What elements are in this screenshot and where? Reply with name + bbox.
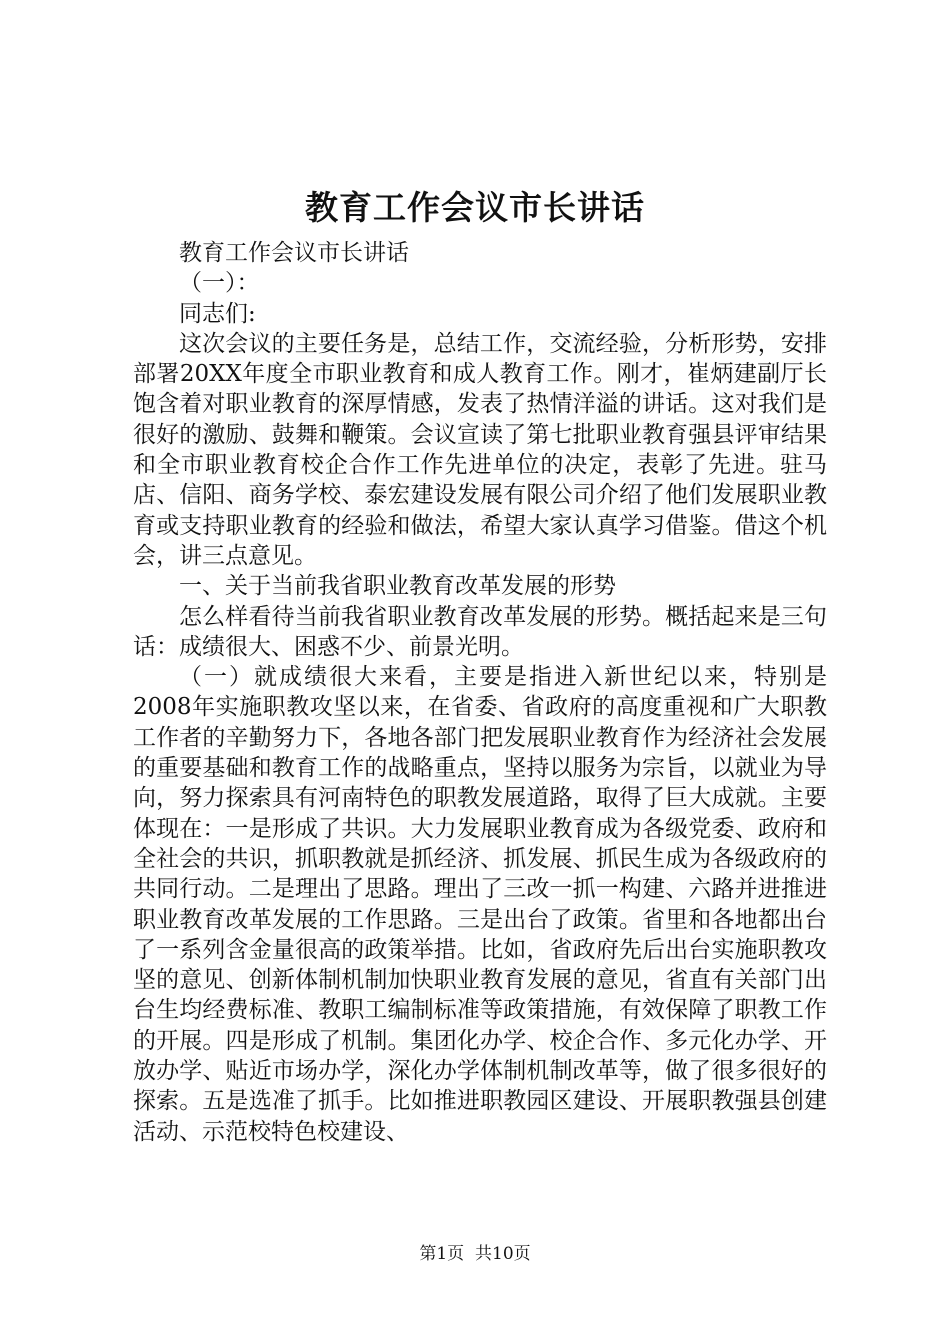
paragraph-section-marker: （一）： — [179, 270, 260, 297]
paragraph-intro: 这次会议的主要任务是，总结工作，交流经验，分析形势，安排部署20XX年度全市职业教育和成人教育工作。刚才，崔炳建副厅长饱含着对职业教育的深厚情感，发表了热情洋溢的讲话。这对我们是很好的激励、鼓舞和鞭策。会议宣读了第七批职业教育强县评审结果和全市职业教育校企合作工作先进单位的决定，表彰了先进。驻马店、信阳、商务学校、泰宏建设发展有限公司介绍了他们发展职业教育或支持职业教育的经验和做法，希望大家认真学习借鉴。借这个机会，讲三点意见。 — [133, 330, 827, 569]
page-footer — [0, 1243, 950, 1265]
page-total: 共10页 — [475, 1244, 531, 1264]
document-body — [133, 238, 827, 1147]
page-number: 第1页 — [419, 1244, 465, 1264]
paragraph-heading-one: 一、关于当前我省职业教育改革发展的形势 — [179, 573, 616, 600]
paragraph-achievements: （一）就成绩很大来看，主要是指进入新世纪以来，特别是2008年实施职教攻坚以来，在省委、省政府的高度重视和广大职教工作者的辛勤努力下，各地各部门把发展职业教育作为经济社会发展的重要基础和教育工作的战略重点，坚持以服务为宗旨，以就业为导向，努力探索具有河南特色的职教发展道路，取得了巨大成就。主要体现在：一是形成了共识。大力发展职业教育成为各级党委、政府和全社会的共识，抓职教就是抓经济、抓发展、抓民生成为各级政府的共同行动。二是理出了思路。理出了三改一抓一构建、六路并进推进职业教育改革发展的工作思路。三是出台了政策。省里和各地都出台了一系列含金量很高的政策举措。比如，省政府先后出台实施职教攻坚的意见、创新体制机制加快职业教育发展的意见，省直有关部门出台生均经费标准、教职工编制标准等政策措施，有效保障了职教工作的开展。四是形成了机制。集团化办学、校企合作、多元化办学、开放办学、贴近市场办学，深化办学体制机制改革等，做了很多很好的探索。五是选准了抓手。比如推进职教园区建设、开展职教强县创建活动、示范校特色校建设、 — [133, 664, 827, 1145]
paragraph-summary: 怎么样看待当前我省职业教育改革发展的形势。概括起来是三句话：成绩很大、困惑不少、前景光明。 — [133, 603, 827, 660]
paragraph-subtitle: 教育工作会议市长讲话 — [179, 240, 409, 266]
paragraph-salutation: 同志们: — [179, 300, 256, 327]
document-title: 教育工作会议市长讲话 — [305, 188, 645, 227]
